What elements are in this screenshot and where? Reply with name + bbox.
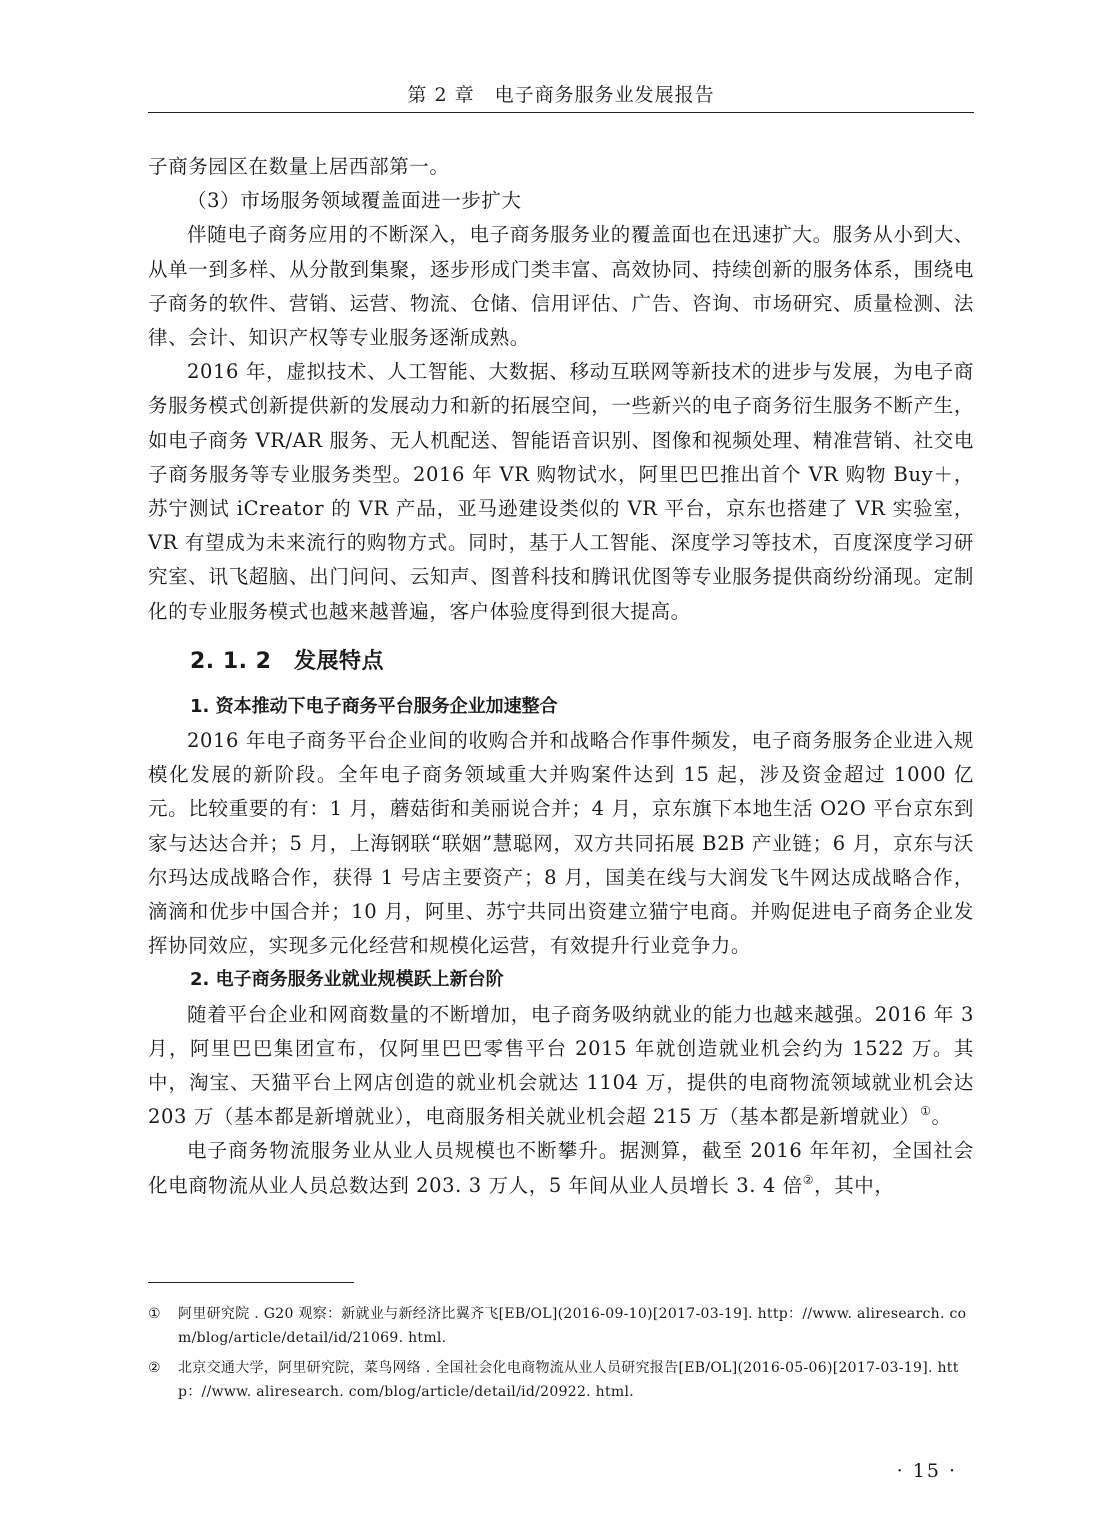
footnotes	[148, 1302, 974, 1410]
paragraph-employment	[148, 998, 974, 1135]
paragraph-logistics-staff	[148, 1134, 974, 1202]
footnote-1-mark: ①	[148, 1306, 161, 1322]
section-heading-2-1-2: 2. 1. 2 发展特点	[190, 648, 384, 674]
footnote-2-mark: ②	[148, 1360, 161, 1376]
sub-heading-employment: 2. 电子商务服务业就业规模跃上新台阶	[190, 969, 504, 991]
footnote-ref-1[interactable]: ①	[920, 1104, 932, 1119]
paragraph-employment-text: 随着平台企业和网商数量的不断增加，电子商务吸纳就业的能力也越来越强。2016 年 3 月，阿里巴巴集团宣布，仅阿里巴巴零售平台 2015 年就创造就业机会约为 1522 万。其中，淘宝、天猫平台上网店创造的就业机会就达 1104 万，提供的电商物流领域就业机会达 203 万（基本都是新增就业），电商服务相关就业机会超 215 万（基本都是新增就业）	[148, 1002, 974, 1129]
footnote-1-text: 阿里研究院 . G20 观察：新就业与新经济比翼齐飞[EB/OL](2016-09-10)[2017-03-19]. http：//www. aliresearch. com/blog/article/detail/id/21069. html.	[178, 1306, 967, 1346]
paragraph-service-coverage: 伴随电子商务应用的不断深入，电子商务服务业的覆盖面也在迅速扩大。服务从小到大、从单一到多样、从分散到集聚，逐步形成门类丰富、高效协同、持续创新的服务体系，围绕电子商务的软件、营销、运营、物流、仓储、信用评估、广告、咨询、市场研究、质量检测、法律、会计、知识产权等专业服务逐渐成熟。	[148, 223, 974, 350]
subsection-title-3: （3）市场服务领域覆盖面进一步扩大	[187, 189, 522, 213]
footnote-ref-2[interactable]: ②	[802, 1172, 815, 1187]
body-text	[148, 150, 974, 1203]
paragraph-new-technology: 2016 年，虚拟技术、人工智能、大数据、移动互联网等新技术的进步与发展，为电子商务服务模式创新提供新的发展动力和新的拓展空间，一些新兴的电子商务衍生服务不断产生，如电子商务 VR/AR 服务、无人机配送、智能语音识别、图像和视频处理、精准营销、社交电子商务服务等专业服务类型。2016 年 VR 购物试水，阿里巴巴推出首个 VR 购物 Buy＋，苏宁测试 iCreator 的 VR 产品，亚马逊建设类似的 VR 平台，京东也搭建了 VR 实验室，VR 有望成为未来流行的购物方式。同时，基于人工智能、深度学习等技术，百度深度学习研究室、讯飞超脑、出门问问、云知声、图普科技和腾讯优图等专业服务提供商纷纷涌现。定制化的专业服务模式也越来越普遍，客户体验度得到很大提高。	[148, 360, 974, 623]
page-number: · 15 ·	[896, 1460, 957, 1482]
header-rule	[148, 112, 974, 113]
footnote-1	[148, 1302, 974, 1350]
footnote-2	[148, 1356, 974, 1404]
paragraph-continuation: 子商务园区在数量上居西部第一。	[148, 155, 450, 178]
paragraph-logistics-text: 电子商务物流服务业从业人员规模也不断攀升。据测算，截至 2016 年年初，全国社会化电商物流从业人员总数达到 203. 3 万人，5 年间从业人员增长 3. 4 倍	[148, 1139, 974, 1197]
footnote-rule	[148, 1282, 354, 1283]
running-header: 第 2 章 电子商务服务业发展报告	[407, 84, 715, 106]
paragraph-mergers: 2016 年电子商务平台企业间的收购合并和战略合作事件频发，电子商务服务企业进入规模化发展的新阶段。全年电子商务领域重大并购案件达到 15 起，涉及资金超过 1000 亿元。比较重要的有：1 月，蘑菇街和美丽说合并；4 月，京东旗下本地生活 O2O 平台京东到家与达达合并；5 月，上海钢联“联姻”慧聪网，双方共同拓展 B2B 产业链；6 月，京东与沃尔玛达成战略合作，获得 1 号店主要资产；8 月，国美在线与大润发飞牛网达成战略合作，滴滴和优步中国合并；10 月，阿里、苏宁共同出资建立猫宁电商。并购促进电子商务企业发挥协同效应，实现多元化经营和规模化运营，有效提升行业竞争力。	[148, 729, 974, 958]
paragraph-employment-end: 。	[931, 1105, 952, 1129]
footnote-2-text: 北京交通大学，阿里研究院，菜鸟网络 . 全国社会化电商物流从业人员研究报告[EB/OL](2016-05-06)[2017-03-19]. http：//www. aliresearch. com/blog/article/detail/id/20922. html.	[178, 1360, 959, 1400]
paragraph-logistics-end: ，其中，	[814, 1173, 895, 1197]
sub-heading-capital-integration: 1. 资本推动下电子商务平台服务企业加速整合	[190, 695, 558, 717]
